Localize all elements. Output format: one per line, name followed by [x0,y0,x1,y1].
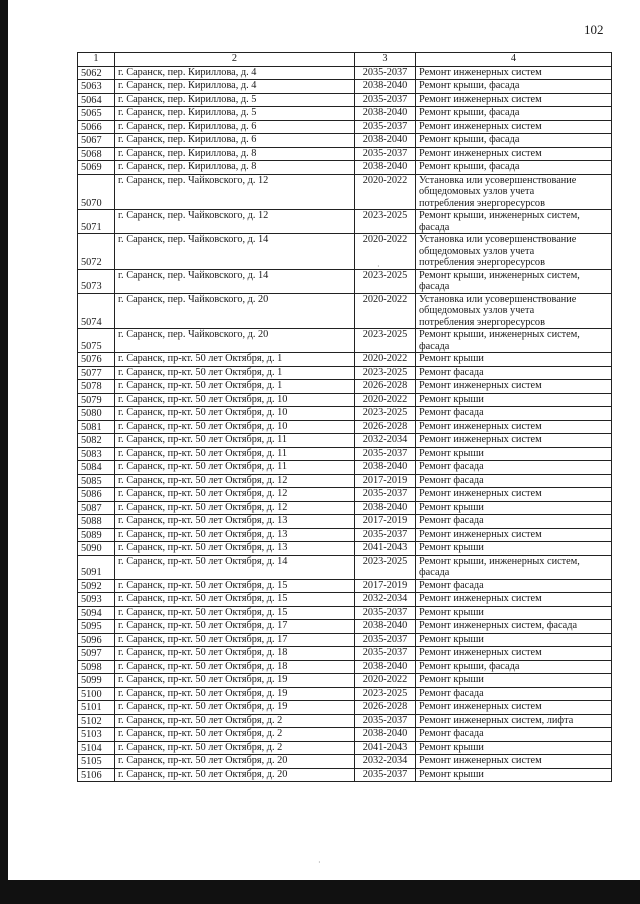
years-cell: 2032-2034 [355,434,416,448]
row-number-cell: 5063 [78,80,115,94]
row-number-cell: 5066 [78,120,115,134]
works-cell [416,488,612,502]
works-cell [416,80,612,94]
works-line: Ремонт инженерных систем [419,120,542,132]
years-cell: 2035-2037 [355,120,416,134]
years-cell: 2035-2037 [355,147,416,161]
address-cell: г. Саранск, пер. Чайковского, д. 14 [115,234,355,270]
works-line: общедомовых узлов учета [419,245,535,257]
works-line: Ремонт инженерных систем, лифта [419,714,574,726]
table-row [78,353,612,367]
table-row [78,120,612,134]
works-line: общедомовых узлов учета [419,305,535,316]
table-row [78,728,612,742]
works-cell [416,210,612,234]
years-cell: 2023-2025 [355,210,416,234]
works-cell [416,393,612,407]
table-body [78,66,612,782]
address-cell: г. Саранск, пер. Кириллова, д. 6 [115,134,355,148]
years-cell: 2026-2028 [355,701,416,715]
years-cell: 2035-2037 [355,447,416,461]
works-line: Ремонт фасада [419,407,484,418]
years-cell: 2038-2040 [355,461,416,475]
table-row [78,714,612,728]
column-header-2: 2 [115,53,355,67]
years-cell: 2038-2040 [355,107,416,121]
address-cell: г. Саранск, пер. Кириллова, д. 5 [115,107,355,121]
row-number-cell: 5093 [78,593,115,607]
years-cell: 2017-2019 [355,515,416,529]
scan-speck: · [377,262,380,271]
row-number-cell: 5062 [78,66,115,80]
address-cell: г. Саранск, пр-кт. 50 лет Октября, д. 17 [115,633,355,647]
years-cell: 2020-2022 [355,393,416,407]
years-cell: 2020-2022 [355,674,416,688]
works-cell [416,579,612,593]
table-row [78,407,612,421]
table-row [78,620,612,634]
years-cell: 2023-2025 [355,269,416,293]
works-line: Ремонт крыши [419,353,484,364]
works-line: фасада [419,281,450,292]
works-line: Ремонт крыши, инженерных систем, [419,269,580,281]
row-number-cell: 5103 [78,728,115,742]
table-row [78,269,612,293]
row-number-cell: 5104 [78,741,115,755]
works-cell [416,633,612,647]
address-cell: г. Саранск, пр-кт. 50 лет Октября, д. 12 [115,474,355,488]
row-number-cell: 5074 [78,293,115,329]
works-line: Ремонт крыши, фасада [419,660,520,672]
row-number-cell: 5064 [78,93,115,107]
row-number-cell: 5106 [78,768,115,782]
row-number-cell: 5075 [78,329,115,353]
works-cell [416,447,612,461]
works-cell [416,434,612,448]
address-cell: г. Саранск, пр-кт. 50 лет Октября, д. 2 [115,728,355,742]
row-number-cell: 5099 [78,674,115,688]
years-cell: 2035-2037 [355,66,416,80]
works-line: Ремонт инженерных систем [419,434,542,445]
years-cell: 2041-2043 [355,542,416,556]
works-line: Ремонт крыши, инженерных систем, [419,555,580,567]
works-line: Ремонт инженерных систем [419,528,542,540]
table-row [78,515,612,529]
address-cell: г. Саранск, пер. Чайковского, д. 14 [115,269,355,293]
works-line: Ремонт крыши, фасада [419,107,520,118]
works-cell [416,269,612,293]
works-line: Ремонт крыши [419,606,484,618]
address-cell: г. Саранск, пр-кт. 50 лет Октября, д. 10 [115,420,355,434]
table-row [78,768,612,782]
years-cell: 2038-2040 [355,134,416,148]
table-row [78,174,612,210]
address-cell: г. Саранск, пр-кт. 50 лет Октября, д. 20 [115,755,355,769]
row-number-cell: 5090 [78,542,115,556]
works-cell [416,674,612,688]
years-cell: 2035-2037 [355,714,416,728]
works-cell [416,120,612,134]
works-line: Ремонт крыши [419,674,484,685]
row-number-cell: 5070 [78,174,115,210]
table-row [78,161,612,175]
works-line: потребления энергоресурсов [419,316,545,328]
row-number-cell: 5081 [78,420,115,434]
row-number-cell: 5091 [78,555,115,579]
works-line: Ремонт крыши [419,393,484,405]
row-number-cell: 5073 [78,269,115,293]
years-cell: 2041-2043 [355,741,416,755]
address-cell: г. Саранск, пер. Кириллова, д. 5 [115,93,355,107]
column-header-3: 3 [355,53,416,67]
address-cell: г. Саранск, пр-кт. 50 лет Октября, д. 11 [115,461,355,475]
row-number-cell: 5100 [78,687,115,701]
years-cell: 2035-2037 [355,93,416,107]
works-line: Ремонт инженерных систем, фасада [419,620,578,631]
years-cell: 2032-2034 [355,755,416,769]
row-number-cell: 5094 [78,606,115,620]
works-line: Ремонт фасада [419,474,484,486]
works-cell [416,542,612,556]
scan-speck: · [318,858,321,867]
works-cell [416,755,612,769]
row-number-cell: 5102 [78,714,115,728]
years-cell: 2038-2040 [355,161,416,175]
table-row [78,593,612,607]
table-row [78,393,612,407]
years-cell: 2038-2040 [355,501,416,515]
column-header-4: 4 [416,53,612,67]
works-cell [416,701,612,715]
table-header-row [78,53,612,67]
years-cell: 2020-2022 [355,174,416,210]
table-row [78,555,612,579]
table-row [78,66,612,80]
table-row [78,147,612,161]
table-row [78,420,612,434]
address-cell: г. Саранск, пр-кт. 50 лет Октября, д. 20 [115,768,355,782]
works-cell [416,660,612,674]
row-number-cell: 5072 [78,234,115,270]
row-number-cell: 5078 [78,380,115,394]
works-cell [416,461,612,475]
years-cell: 2023-2025 [355,366,416,380]
works-cell [416,687,612,701]
row-number-cell: 5088 [78,515,115,529]
works-cell [416,501,612,515]
address-cell: г. Саранск, пер. Чайковского, д. 12 [115,174,355,210]
works-line: Ремонт крыши [419,542,484,553]
works-cell [416,234,612,270]
years-cell: 2035-2037 [355,488,416,502]
years-cell: 2023-2025 [355,407,416,421]
table-row [78,755,612,769]
address-cell: г. Саранск, пер. Чайковского, д. 12 [115,210,355,234]
address-cell: г. Саранск, пер. Кириллова, д. 6 [115,120,355,134]
works-cell [416,474,612,488]
works-line: Ремонт инженерных систем [419,66,542,78]
works-cell [416,728,612,742]
row-number-cell: 5096 [78,633,115,647]
row-number-cell: 5079 [78,393,115,407]
years-cell: 2035-2037 [355,633,416,647]
works-line: фасада [419,340,450,352]
works-cell [416,134,612,148]
works-cell [416,528,612,542]
works-line: Ремонт инженерных систем [419,755,542,766]
years-cell: 2035-2037 [355,606,416,620]
years-cell: 2023-2025 [355,687,416,701]
row-number-cell: 5092 [78,579,115,593]
row-number-cell: 5076 [78,353,115,367]
works-cell [416,768,612,782]
table-row [78,647,612,661]
works-cell [416,293,612,329]
works-line: Ремонт инженерных систем [419,488,542,499]
works-line: Ремонт инженерных систем [419,93,542,105]
works-cell [416,66,612,80]
works-line: Ремонт крыши [419,741,484,753]
row-number-cell: 5069 [78,161,115,175]
works-cell [416,380,612,394]
works-line: потребления энергоресурсов [419,257,545,268]
table-row [78,606,612,620]
works-cell [416,420,612,434]
works-line: Ремонт крыши, фасада [419,80,520,91]
table-row [78,528,612,542]
address-cell: г. Саранск, пр-кт. 50 лет Октября, д. 2 [115,741,355,755]
address-cell: г. Саранск, пр-кт. 50 лет Октября, д. 15 [115,606,355,620]
address-cell: г. Саранск, пр-кт. 50 лет Октября, д. 13 [115,515,355,529]
address-cell: г. Саранск, пр-кт. 50 лет Октября, д. 10 [115,407,355,421]
row-number-cell: 5071 [78,210,115,234]
address-cell: г. Саранск, пр-кт. 50 лет Октября, д. 15 [115,579,355,593]
works-line: Ремонт фасада [419,687,484,699]
row-number-cell: 5095 [78,620,115,634]
works-line: Ремонт фасада [419,461,484,472]
works-cell [416,366,612,380]
table-row [78,461,612,475]
row-number-cell: 5098 [78,660,115,674]
address-cell: г. Саранск, пр-кт. 50 лет Октября, д. 10 [115,393,355,407]
row-number-cell: 5105 [78,755,115,769]
address-cell: г. Саранск, пр-кт. 50 лет Октября, д. 13 [115,528,355,542]
table-row [78,674,612,688]
row-number-cell: 5083 [78,447,115,461]
row-number-cell: 5068 [78,147,115,161]
works-line: Ремонт крыши [419,501,484,513]
table-row [78,701,612,715]
table-row [78,293,612,329]
works-line: Ремонт крыши, инженерных систем, [419,329,580,340]
address-cell: г. Саранск, пр-кт. 50 лет Октября, д. 18 [115,660,355,674]
table-row [78,660,612,674]
table-row [78,474,612,488]
address-cell: г. Саранск, пр-кт. 50 лет Октября, д. 11 [115,447,355,461]
table-row [78,542,612,556]
years-cell: 2038-2040 [355,728,416,742]
years-cell: 2023-2025 [355,329,416,353]
row-number-cell: 5097 [78,647,115,661]
address-cell: г. Саранск, пр-кт. 50 лет Октября, д. 14 [115,555,355,579]
years-cell: 2017-2019 [355,474,416,488]
works-line: Ремонт фасада [419,728,484,739]
works-cell [416,174,612,210]
table-row [78,329,612,353]
table-row [78,447,612,461]
row-number-cell: 5086 [78,488,115,502]
works-line: Ремонт инженерных систем [419,380,542,391]
works-cell [416,353,612,367]
works-line: фасада [419,567,450,578]
address-cell: г. Саранск, пер. Кириллова, д. 8 [115,161,355,175]
table-row [78,93,612,107]
works-cell [416,606,612,620]
address-cell: г. Саранск, пр-кт. 50 лет Октября, д. 19 [115,674,355,688]
table-row [78,488,612,502]
years-cell: 2020-2022 [355,293,416,329]
address-cell: г. Саранск, пр-кт. 50 лет Октября, д. 17 [115,620,355,634]
works-line: Ремонт фасада [419,366,484,378]
works-line: Ремонт крыши, фасада [419,134,520,145]
works-cell [416,161,612,175]
table-row [78,80,612,94]
table-row [78,107,612,121]
works-cell [416,107,612,121]
years-cell: 2038-2040 [355,80,416,94]
works-line: Установка или усовершенствование [419,293,577,305]
works-line: Ремонт крыши [419,633,484,645]
works-line: Ремонт инженерных систем [419,593,542,604]
table-row [78,234,612,270]
table-row [78,741,612,755]
table-row [78,210,612,234]
works-cell [416,593,612,607]
scan-bottom-edge [0,880,640,904]
works-cell [416,93,612,107]
address-cell: г. Саранск, пр-кт. 50 лет Октября, д. 12 [115,488,355,502]
address-cell: г. Саранск, пр-кт. 50 лет Октября, д. 1 [115,353,355,367]
row-number-cell: 5089 [78,528,115,542]
scan-left-edge [0,0,8,886]
address-cell: г. Саранск, пр-кт. 50 лет Октября, д. 2 [115,714,355,728]
years-cell: 2026-2028 [355,420,416,434]
row-number-cell: 5085 [78,474,115,488]
works-cell [416,647,612,661]
years-cell: 2026-2028 [355,380,416,394]
row-number-cell: 5087 [78,501,115,515]
address-cell: г. Саранск, пер. Кириллова, д. 4 [115,80,355,94]
row-number-cell: 5082 [78,434,115,448]
address-cell: г. Саранск, пр-кт. 50 лет Октября, д. 15 [115,593,355,607]
address-cell: г. Саранск, пер. Кириллова, д. 4 [115,66,355,80]
table-row [78,380,612,394]
works-table [77,52,612,782]
row-number-cell: 5065 [78,107,115,121]
table-row [78,501,612,515]
works-line: фасада [419,221,450,233]
works-line: Ремонт крыши [419,768,484,780]
years-cell: 2038-2040 [355,660,416,674]
table-row [78,134,612,148]
table-row [78,366,612,380]
row-number-cell: 5101 [78,701,115,715]
years-cell: 2035-2037 [355,768,416,782]
works-line: Ремонт крыши [419,447,484,459]
years-cell: 2038-2040 [355,620,416,634]
works-cell [416,741,612,755]
row-number-cell: 5067 [78,134,115,148]
address-cell: г. Саранск, пр-кт. 50 лет Октября, д. 13 [115,542,355,556]
works-cell [416,620,612,634]
row-number-cell: 5077 [78,366,115,380]
years-cell: 2020-2022 [355,353,416,367]
address-cell: г. Саранск, пр-кт. 50 лет Октября, д. 12 [115,501,355,515]
works-line: Ремонт инженерных систем [419,647,542,658]
years-cell: 2035-2037 [355,647,416,661]
address-cell: г. Саранск, пр-кт. 50 лет Октября, д. 18 [115,647,355,661]
works-line: Ремонт крыши, фасада [419,161,520,172]
works-line: Ремонт инженерных систем [419,701,542,712]
works-cell [416,555,612,579]
works-line: Ремонт фасада [419,515,484,526]
address-cell: г. Саранск, пр-кт. 50 лет Октября, д. 1 [115,380,355,394]
works-line: общедомовых узлов учета [419,186,535,197]
works-line: Ремонт фасада [419,579,484,591]
table-row [78,633,612,647]
address-cell: г. Саранск, пр-кт. 50 лет Октября, д. 19 [115,687,355,701]
address-cell: г. Саранск, пр-кт. 50 лет Октября, д. 19 [115,701,355,715]
page-number: 102 [584,22,604,37]
works-line: Установка или усовершенствование [419,234,577,245]
works-cell [416,147,612,161]
works-line: Ремонт инженерных систем [419,147,542,159]
works-cell [416,407,612,421]
address-cell: г. Саранск, пер. Чайковского, д. 20 [115,293,355,329]
years-cell: 2032-2034 [355,593,416,607]
years-cell: 2020-2022 [355,234,416,270]
address-cell: г. Саранск, пер. Чайковского, д. 20 [115,329,355,353]
works-line: Ремонт крыши, инженерных систем, [419,210,580,221]
table-row [78,687,612,701]
table-row [78,579,612,593]
years-cell: 2017-2019 [355,579,416,593]
works-cell [416,329,612,353]
address-cell: г. Саранск, пр-кт. 50 лет Октября, д. 11 [115,434,355,448]
row-number-cell: 5080 [78,407,115,421]
years-cell: 2023-2025 [355,555,416,579]
works-cell [416,714,612,728]
column-header-1: 1 [78,53,115,67]
works-line: потребления энергоресурсов [419,197,545,209]
works-cell [416,515,612,529]
works-line: Ремонт инженерных систем [419,420,542,432]
works-line: Установка или усовершенствование [419,174,577,186]
address-cell: г. Саранск, пер. Кириллова, д. 8 [115,147,355,161]
row-number-cell: 5084 [78,461,115,475]
table-row [78,434,612,448]
years-cell: 2035-2037 [355,528,416,542]
address-cell: г. Саранск, пр-кт. 50 лет Октября, д. 1 [115,366,355,380]
